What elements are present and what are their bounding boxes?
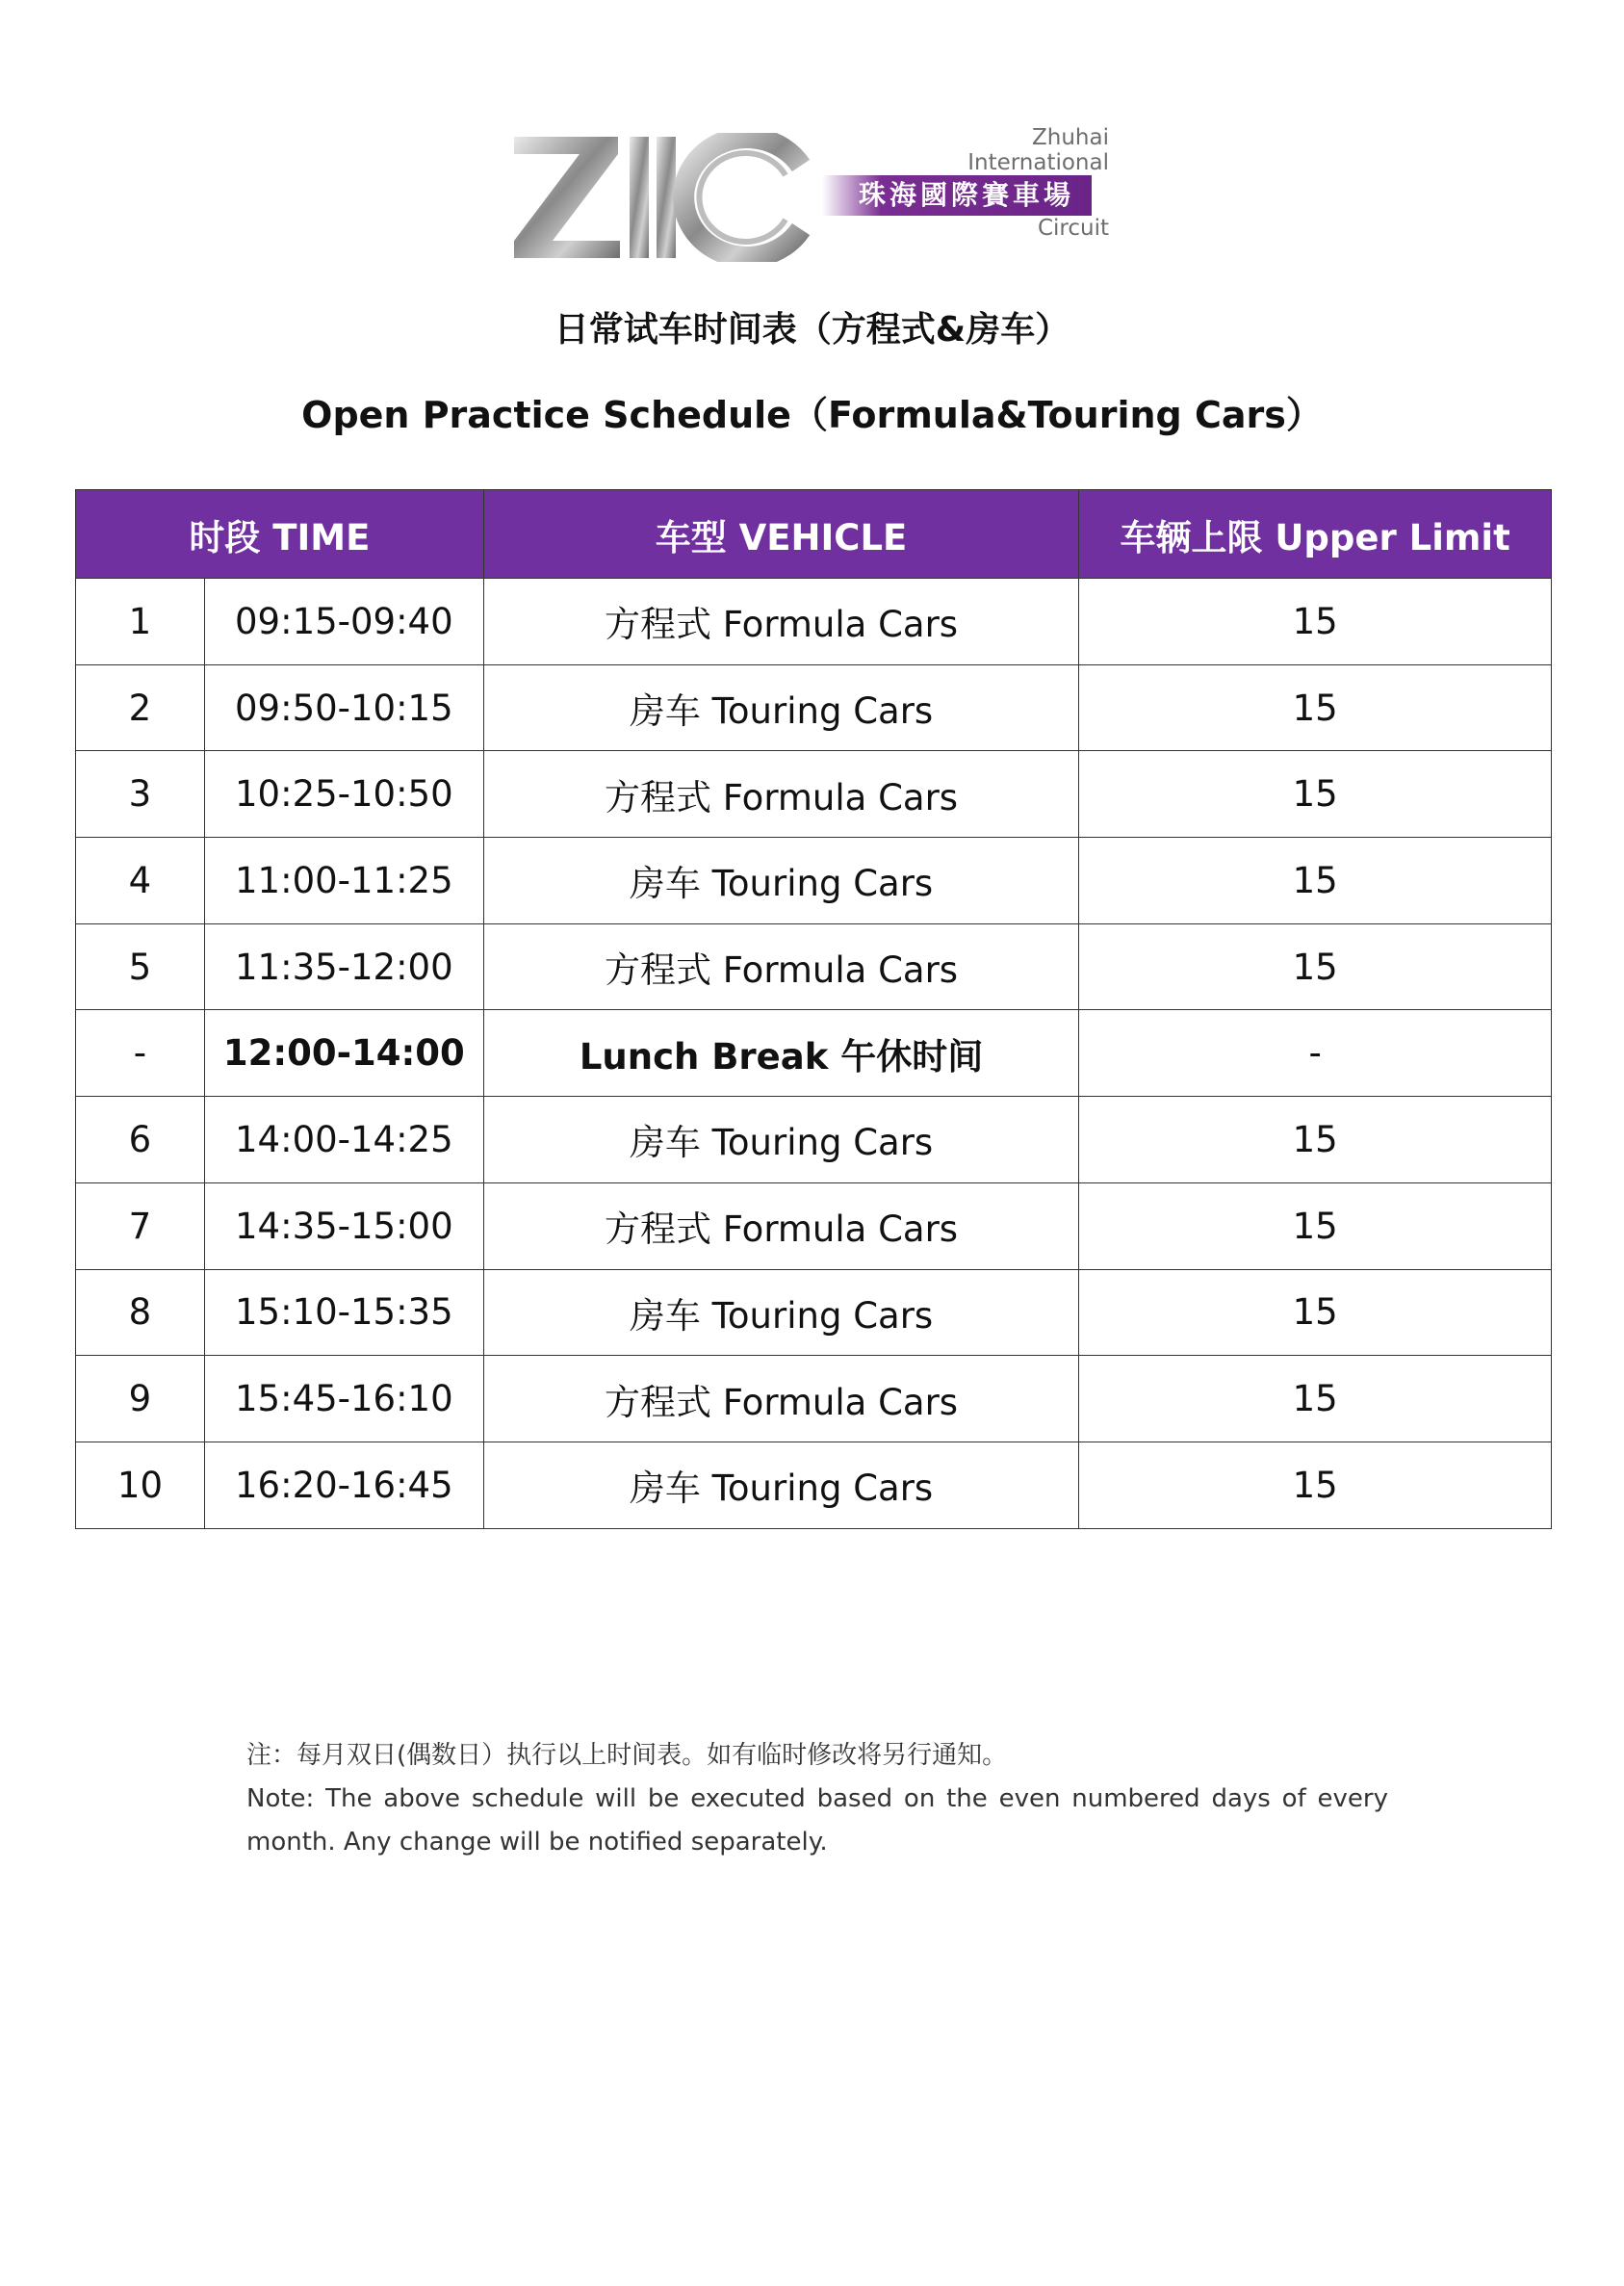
table-row [76, 923, 1552, 1010]
session-vehicle: 房车 Touring Cars [483, 1442, 1079, 1528]
table-row [76, 1097, 1552, 1183]
session-number: 4 [76, 838, 205, 924]
session-time: 15:10-15:35 [204, 1269, 483, 1356]
session-number: - [76, 1010, 205, 1097]
session-vehicle: 方程式 Formula Cars [483, 579, 1079, 665]
session-time: 11:35-12:00 [204, 923, 483, 1010]
zic-logo [512, 125, 1109, 270]
session-number: 9 [76, 1356, 205, 1442]
session-number: 1 [76, 579, 205, 665]
table-row [76, 579, 1552, 665]
schedule-note [246, 1733, 1388, 1864]
header-vehicle: 车型 VEHICLE [483, 490, 1079, 579]
session-vehicle: 方程式 Formula Cars [483, 1182, 1079, 1269]
session-limit: 15 [1079, 751, 1552, 838]
schedule-table [75, 489, 1552, 1529]
session-time: 15:45-16:10 [204, 1356, 483, 1442]
zic-logo-mark [512, 133, 820, 262]
session-limit: 15 [1079, 1097, 1552, 1183]
session-limit: 15 [1079, 579, 1552, 665]
session-number: 8 [76, 1269, 205, 1356]
session-limit: 15 [1079, 1442, 1552, 1528]
lunch-break-row [76, 1010, 1552, 1097]
page-title-cn: 日常试车时间表（方程式&房车） [554, 310, 1070, 350]
session-limit: 15 [1079, 664, 1552, 751]
table-row [76, 1182, 1552, 1269]
session-number: 5 [76, 923, 205, 1010]
table-row [76, 1269, 1552, 1356]
session-limit: 15 [1079, 923, 1552, 1010]
logo-name-cn: 珠海國際賽車場 [822, 175, 1092, 216]
session-vehicle: 房车 Touring Cars [483, 664, 1079, 751]
session-number: 6 [76, 1097, 205, 1183]
session-vehicle: 房车 Touring Cars [483, 838, 1079, 924]
table-row [76, 664, 1552, 751]
session-limit: 15 [1079, 1356, 1552, 1442]
session-number: 2 [76, 664, 205, 751]
session-limit: 15 [1079, 838, 1552, 924]
session-limit: 15 [1079, 1269, 1552, 1356]
session-number: 7 [76, 1182, 205, 1269]
logo-name-international: International [967, 150, 1109, 175]
session-time: 14:00-14:25 [204, 1097, 483, 1183]
table-row [76, 1442, 1552, 1528]
session-vehicle: 房车 Touring Cars [483, 1269, 1079, 1356]
note-cn: 注：每月双日(偶数日）执行以上时间表。如有临时修改将另行通知。 [246, 1741, 1008, 1770]
logo-name-zhuhai: Zhuhai [1032, 125, 1109, 150]
page-title-en: Open Practice Schedule（Formula&Touring Cars） [301, 394, 1323, 436]
session-vehicle: 方程式 Formula Cars [483, 751, 1079, 838]
session-vehicle: Lunch Break 午休时间 [483, 1010, 1079, 1097]
session-number: 10 [76, 1442, 205, 1528]
session-number: 3 [76, 751, 205, 838]
session-time: 11:00-11:25 [204, 838, 483, 924]
session-time: 12:00-14:00 [204, 1010, 483, 1097]
table-row [76, 1356, 1552, 1442]
session-time: 10:25-10:50 [204, 751, 483, 838]
session-vehicle: 方程式 Formula Cars [483, 1356, 1079, 1442]
table-row [76, 751, 1552, 838]
note-en: Note: The above schedule will be executed based on the even numbered days of every month. Any change will be notified separately. [246, 1784, 1388, 1857]
session-time: 09:15-09:40 [204, 579, 483, 665]
header-limit: 车辆上限 Upper Limit [1079, 490, 1552, 579]
table-row [76, 838, 1552, 924]
table-header-row [76, 490, 1552, 579]
logo-name-circuit: Circuit [1037, 216, 1109, 241]
session-time: 09:50-10:15 [204, 664, 483, 751]
session-vehicle: 方程式 Formula Cars [483, 923, 1079, 1010]
session-time: 16:20-16:45 [204, 1442, 483, 1528]
session-time: 14:35-15:00 [204, 1182, 483, 1269]
session-vehicle: 房车 Touring Cars [483, 1097, 1079, 1183]
session-limit: - [1079, 1010, 1552, 1097]
header-time: 时段 TIME [76, 490, 484, 579]
session-limit: 15 [1079, 1182, 1552, 1269]
